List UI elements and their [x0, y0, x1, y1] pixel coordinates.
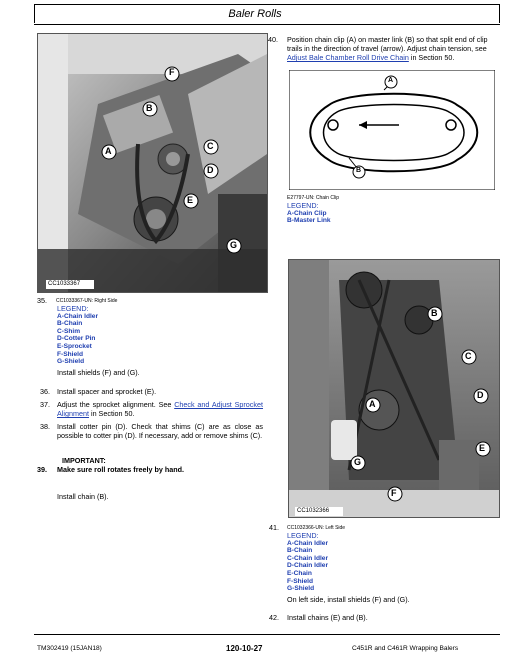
legend-item: G-Shield — [287, 585, 315, 593]
legend-item: A-Chain Idler — [287, 539, 329, 547]
legend-title: LEGEND: — [287, 201, 319, 210]
legend-item: C-Shim — [57, 327, 81, 335]
callout-f: F — [391, 488, 397, 498]
step-number: 39. — [37, 465, 47, 474]
step-text-part: Adjust the sprocket alignment. See — [57, 400, 172, 409]
callout-b: B — [356, 167, 362, 174]
step-text: Install cotter pin (D). Check that shims (C) are as close as possible to cotter pin (D). If necessary, add or remove shims (C). — [57, 422, 263, 440]
callout-a: A — [105, 146, 112, 156]
step-text: Install shields (F) and (G). — [57, 368, 140, 377]
footer-page-number: 120-10-27 — [226, 644, 263, 653]
legend-item: A-Chain Idler — [57, 312, 99, 320]
photo-code: CC1033367 — [48, 281, 81, 287]
callout-a: A — [388, 77, 394, 84]
legend-item: B-Chain — [287, 547, 313, 555]
figure-caption: CC1033367-UN: Right Side — [56, 298, 118, 304]
header-bottom-rule — [34, 24, 500, 25]
footer-product: C451R and C461R Wrapping Balers — [352, 645, 459, 652]
step-text-part: Position chain clip (A) on master link (B) so that split end of clip trails in the direction of travel (arrow). Adjust chain tension, see — [287, 35, 488, 53]
step-text — [57, 400, 263, 418]
link-sprocket-alignment[interactable]: Check and Adjust Sprocket Alignment — [57, 400, 263, 418]
step-text: Install spacer and sprocket (E). — [57, 387, 157, 396]
photo-right-side — [37, 33, 268, 293]
legend-item: D-Chain Idler — [287, 562, 329, 570]
callout-d: D — [477, 390, 484, 400]
callout-a: A — [369, 399, 376, 409]
callout-c: C — [465, 351, 472, 361]
photo-code: CC1032366 — [297, 508, 330, 514]
step-number: 41. — [269, 523, 279, 532]
callout-e: E — [187, 195, 194, 205]
step-number: 35. — [37, 296, 47, 305]
step-text-part: in Section 50. — [90, 409, 135, 418]
legend-item: B-Master Link — [287, 217, 331, 225]
step-number: 40. — [268, 35, 278, 44]
legend-item: E-Sprocket — [57, 342, 92, 350]
step-text-part: in Section 50. — [410, 53, 455, 62]
legend-item: A-Chain Clip — [287, 209, 327, 217]
legend-step35 — [57, 305, 98, 366]
photo-left-side-drawing — [289, 260, 499, 517]
step-number: 37. — [40, 400, 50, 409]
callout-g: G — [230, 240, 238, 250]
step-number: 36. — [40, 387, 50, 396]
callout-f: F — [169, 67, 175, 77]
legend-step40 — [287, 202, 331, 225]
legend-item: E-Chain — [287, 569, 312, 577]
figure-caption: CC1032366-UN: Left Side — [287, 525, 346, 531]
step-text: On left side, install shields (F) and (G). — [287, 595, 410, 604]
callout-d: D — [207, 165, 214, 175]
legend-item: B-Chain — [57, 320, 83, 328]
legend-item: D-Cotter Pin — [57, 335, 96, 343]
callout-c: C — [207, 141, 214, 151]
callout-b: B — [146, 103, 153, 113]
footer-rule — [34, 634, 500, 635]
photo-left-side — [288, 259, 500, 518]
callout-e: E — [479, 443, 486, 453]
step-text: Install chain (B). — [57, 492, 109, 501]
footer-doc-id: TM302419 (15JAN18) — [37, 645, 102, 652]
step-text: Install chains (E) and (B). — [287, 613, 368, 622]
legend-step41 — [287, 532, 328, 593]
important-text: Make sure roll rotates freely by hand. — [57, 465, 185, 474]
callout-b: B — [431, 308, 438, 318]
callout-g: G — [354, 457, 362, 467]
legend-item: G-Shield — [57, 358, 85, 366]
legend-item: F-Shield — [287, 577, 314, 585]
legend-item: C-Chain Idler — [287, 554, 329, 562]
figure-caption: E27797-UN: Chain Clip — [287, 195, 339, 201]
page-title: Baler Rolls — [228, 8, 282, 20]
legend-title: LEGEND: — [287, 531, 319, 540]
legend-title: LEGEND: — [57, 304, 89, 313]
step-number: 42. — [269, 613, 279, 622]
link-chain-adjust[interactable]: Adjust Bale Chamber Roll Drive Chain — [287, 53, 409, 62]
header-top-rule — [34, 4, 500, 5]
legend-item: F-Shield — [57, 350, 84, 358]
chain-clip-diagram — [289, 70, 495, 190]
step-number: 38. — [40, 422, 50, 431]
step-text — [287, 35, 499, 62]
important-label: IMPORTANT: — [62, 456, 106, 465]
